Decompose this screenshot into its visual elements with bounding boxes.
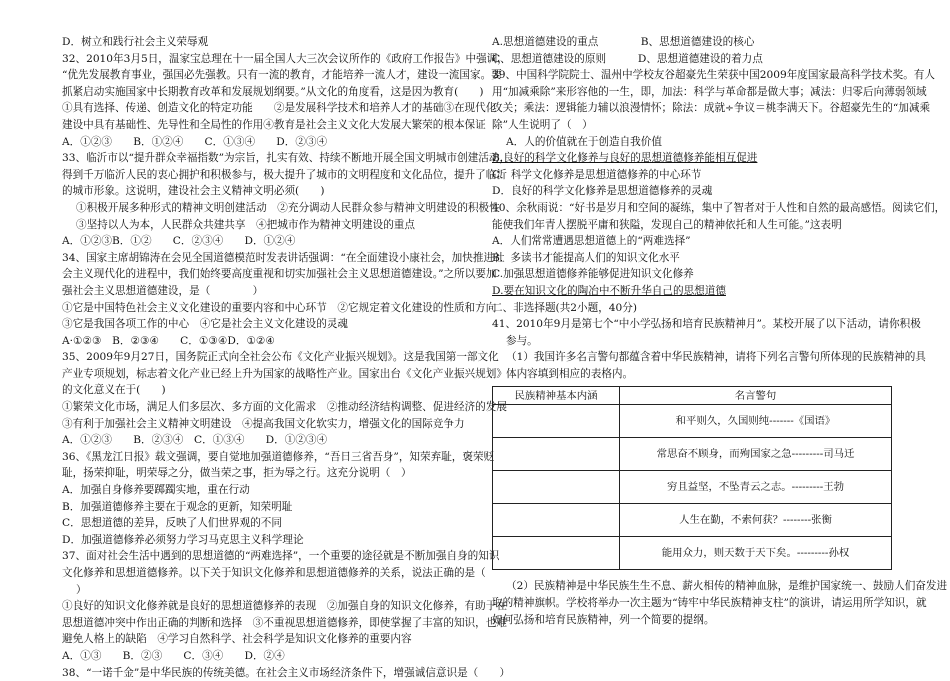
table-row [493, 471, 892, 504]
quote-cell: 和平则久，久国则纯-------《国语》 [620, 405, 892, 438]
table-header-row [493, 387, 892, 405]
text-line: C．科学文化修养是思想道德修养的中心环节 [492, 168, 702, 181]
table-row [493, 504, 892, 537]
text-line: ①繁荣文化市场，满足人们多层次、多方面的文化需求 ②推动经济结构调整、促进经济的发展 [62, 401, 507, 414]
text-line: A．人的价值就在于创造自我价值 [506, 135, 662, 148]
text-line: 的城市形象。这说明，建设社会主义精神文明必须( ) [62, 185, 325, 198]
table-header-meaning: 民族精神基本内涵 [493, 387, 620, 405]
text-line: 攻关；乘法：逻辑能力辅以浪漫情怀；除法：成就÷争议＝桃李满天下。谷超豪先生的“加减乘 [492, 102, 931, 115]
quote-cell: 穷且益坚，不坠青云之志。---------王勃 [620, 471, 892, 504]
text-line: ③有利于加强社会主义精神文明建设 ④提高我国文化软实力，增强文化的国际竞争力 [62, 417, 465, 430]
text-line: 除”人生说明了（ ） [492, 118, 593, 131]
text-line: 建设中具有基础性、先导性和全局性的作用④教育是社会主义文化大发展大繁荣的根本保证 [62, 118, 486, 131]
text-line: ①积极开展多种形式的精神文明创建活动 ②充分调动人民群众参与精神文明建设的积极性 [76, 201, 500, 214]
text-line: （1）我国许多名言警句都蕴含着中华民族精神，请将下列名言警句所体现的民族精神的具 [506, 351, 926, 364]
text-line: 二、非选择题(共2小题，40分) [492, 301, 638, 314]
text-line: B.良好的科学文化修养与良好的思想道德修养能相互促进 [492, 152, 758, 165]
text-line: 36、《黑龙江日报》载文强调，要自觉地加强道德修养，“吾日三省吾身”，知荣弃耻，褒荣贬 [62, 450, 495, 463]
text-line: 文化修养和思想道德修养。以下关于知识文化修养和思想道德修养的关系，说法正确的是（ [62, 567, 486, 579]
right-column [492, 34, 948, 628]
text-line: D．良好的科学文化修养是思想道德修养的灵魂 [492, 185, 713, 198]
text-line: 的文化意义在于( ) [62, 384, 166, 397]
meaning-answer-cell[interactable] [493, 471, 620, 504]
text-line: D.要在知识文化的陶冶中不断升华自己的思想道德 [492, 284, 726, 297]
text-line: 强社会主义思想道德建设，是（ ） [62, 284, 264, 297]
meaning-answer-cell[interactable] [493, 504, 620, 537]
text-line: 40、余秋雨说：“好书是岁月和空间的凝练，集中了智者对于人性和自然的最高感悟。阅读它们， [492, 201, 946, 214]
text-line: （2）民族精神是中华民族生生不息、薪火相传的精神血脉，是维护国家统一、鼓励人们奋发进 [506, 580, 948, 593]
text-line: 体内容填到相应的表格内。 [506, 367, 634, 380]
text-line: A．①③ B．②③ C．③④ D．②④ [62, 649, 285, 662]
text-line: 34、国家主席胡锦涛在会见全国道德模范时发表讲话强调：“在全面建设小康社会，加快推进社 [62, 251, 505, 264]
quote-cell: 人生在勤，不索何获？--------张衡 [620, 504, 892, 537]
text-line: 32、2010年3月5日，温家宝总理在十一届全国人大三次会议所作的《政府工作报告》中强调， [62, 52, 508, 65]
right-questions [492, 34, 946, 382]
text-line: 38、“一诺千金”是中华民族的传统美德。在社会主义市场经济条件下，增强诚信意识是（ ） [62, 666, 511, 679]
table-row [493, 438, 892, 471]
text-line: 39、中国科学院院士、温州中学校友谷超豪先生荣获中国2009年度国家最高科学技术奖。有人 [492, 69, 935, 82]
text-line: D．树立和践行社会主义荣辱观 [62, 36, 209, 48]
right-question-2 [492, 578, 948, 628]
text-line: A．①②③B．①② C．②③④ D．①②④ [62, 235, 296, 248]
text-line: 33、临沂市以“提升群众幸福指数”为宗旨，扎实有效、持续不断地开展全国文明城市创建活动， [62, 152, 511, 165]
text-line: 41、2010年9月是第七个“中小学弘扬和培育民族精神月”。某校开展了以下活动，请你积极 [492, 318, 921, 331]
text-line: A．①②③ B．①②④ C．①③④ D．②③④ [62, 135, 328, 148]
text-line: 得到千万临沂人民的衷心拥护和积极参与，极大提升了城市的文明程度和文化品位，提升了临沂 [62, 168, 507, 181]
text-line: ①良好的知识文化修养就是良好的思想道德修养的表现 ②加强自身的知识文化修养，有助于在 [62, 600, 507, 613]
text-line: 35、2009年9月27日，国务院正式向全社会公布《文化产业振兴规划》。这是我国第一部文化 [62, 351, 499, 364]
text-line: C、思想道德建设的原则 D、思想道德建设的着力点 [492, 52, 763, 65]
text-line: “优先发展教育事业，强国必先强教。只有一流的教育，才能培养一流人才，建设一流国家。要 [62, 69, 502, 82]
text-line: A.思想道德建设的重点 B、思想道德建设的核心 [492, 36, 755, 48]
text-line: D．加强道德修养必须努力学习马克思主义科学理论 [62, 533, 304, 546]
text-line: 产业专项规划，标志着文化产业已经上升为国家的战略性产业。国家出台《文化产业振兴规划》 [62, 367, 507, 380]
text-line: A·①②③ B．②③④ C．①③④D．①②④ [62, 334, 275, 347]
text-line: A．①②③ B．②③④ C．①③④ D．①②③④ [62, 434, 328, 447]
text-line: ①它是中国特色社会主义文化建设的重要内容和中心环节 ②它规定着文化建设的性质和方向 [62, 301, 497, 314]
meaning-answer-cell[interactable] [493, 438, 620, 471]
table-header-quotes: 名言警句 [620, 387, 892, 405]
text-line: 用“加减乘除”来形容他的一生，即，加法：科学与革命都是做大事；减法：归零后向薄弱领域 [492, 85, 927, 98]
text-line: ③它是我国各项工作的中心 ④它是社会主义文化建设的灵魂 [62, 318, 349, 331]
text-line: 如何弘扬和培育民族精神，列一个简要的提纲。 [492, 613, 715, 626]
text-line: C．思想道德的差异，反映了人们世界观的不同 [62, 517, 282, 530]
text-line: 37、面对社会生活中遇到的思想道德的“两难选择”，一个重要的途径就是不断加强自身的知识 [62, 550, 500, 563]
text-line: 避免人格上的缺陷 ④学习自然科学、社会科学是知识文化修养的重要内容 [62, 633, 412, 646]
text-line: 抓紧启动实施国家中长期教育改革和发展规划纲要。”从文化的角度看，这是因为教育( ) [62, 85, 484, 98]
text-line: 取的精神旗帜。学校将举办一次主题为“铸牢中华民族精神支柱”的演讲，请运用所学知识，就 [492, 597, 927, 610]
text-line: B．多读书才能提高人们的知识文化水平 [492, 251, 680, 264]
text-line: 思想道德冲突中作出正确的判断和选择 ③不重视思想道德修养，即使掌握了丰富的知识，也难 [62, 616, 507, 629]
spirit-table [492, 386, 892, 570]
text-line: A．加强自身修养要踯躅实地，重在行动 [62, 484, 250, 497]
table-row [493, 405, 892, 438]
left-column [62, 34, 511, 681]
text-line: 会主义现代化的进程中，我们始终要高度重视和切实加强社会主义思想道德建设。”之所以要加 [62, 268, 497, 281]
text-line: 参与。 [506, 334, 538, 347]
text-line: B．加强道德修养主要在于观念的更新，知荣明耻 [62, 500, 293, 513]
text-line: A．人们常常遭遇思想道德上的“两难选择” [492, 235, 691, 248]
text-line: 能使我们年青人摆脱平庸和狭隘，发现自己的精神依托和人生可能。”这表明 [492, 218, 842, 231]
text-line: 耻，扬荣抑耻，明荣辱之分，做当荣之事，拒为辱之行。这充分说明（ ） [62, 467, 412, 480]
text-line: ） [76, 583, 87, 596]
meaning-answer-cell[interactable] [493, 537, 620, 570]
text-line: C.加强思想道德修养能够促进知识文化修养 [492, 268, 694, 281]
quote-cell: 常思奋不顾身，而殉国家之急---------司马迁 [620, 438, 892, 471]
meaning-answer-cell[interactable] [493, 405, 620, 438]
text-line: ③坚持以人为本，人民群众共建共享 ④把城市作为精神文明建设的重点 [76, 218, 415, 231]
table-row [493, 537, 892, 570]
quote-cell: 能用众力，则天数于天下矣。---------孙权 [620, 537, 892, 570]
text-line: ①具有选择、传递、创造文化的特定功能 ②是发展科学技术和培养人才的基础③在现代化 [62, 102, 497, 115]
